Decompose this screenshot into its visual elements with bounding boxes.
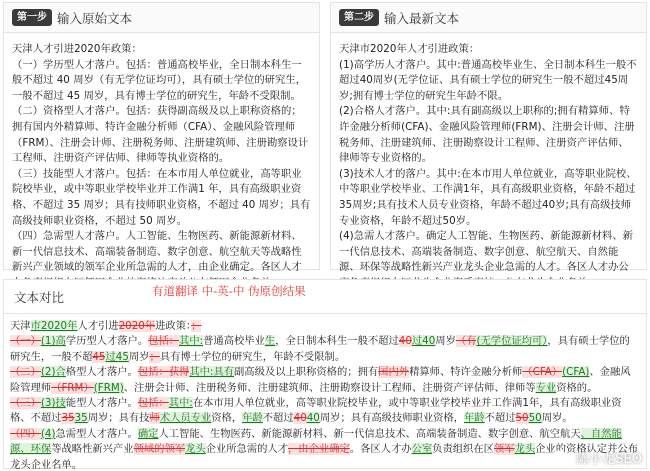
deleted-text: （一） (10, 335, 41, 348)
original-paragraph: （四）急需型人才落户。人工智能、生物医药、新能源新材料、新一代信息技术、高端装备制造、数字创意、航空航天等战略性新兴产业领域的领军企业所急需的人才，由企业确定。各区人才 (12, 230, 302, 274)
original-text-header (4, 3, 319, 33)
inserted-text: 其中:具有 (189, 366, 235, 379)
deleted-text: 2020年 (118, 320, 156, 332)
inserted-text: 专业 (535, 381, 557, 394)
inserted-text: 40 (306, 412, 320, 425)
deleted-text: 领域的领军 (133, 443, 186, 456)
unchanged-text: 人才引进 (77, 320, 119, 332)
inserted-text: 龙头 (185, 443, 206, 456)
watermark-text: 陈小龙SEO (576, 452, 642, 467)
inserted-text: 公室 (411, 443, 433, 456)
original-paragraph: 天津人才引进2020年政策： (12, 43, 142, 55)
unchanged-text: 周岁；具有高级技师职业资格， (319, 412, 465, 425)
inserted-text: 其中: (179, 335, 204, 348)
unchanged-text: 负责组织在区 (432, 443, 494, 456)
inserted-text: 龙头 (514, 443, 536, 456)
unchanged-text: 等战略性新兴产业 (51, 443, 134, 456)
new-text-panel[interactable] (330, 2, 647, 274)
unchanged-text: 周岁 (128, 350, 150, 363)
new-paragraph: (4)急需人才落户。确定人工智能、生物医药、新能源新材料、新一代信息技术、高端装备制造、数字创意、航空航天、自然能源、环保等战略性新兴产业龙头企业急需的人才。各区人才办公 (339, 230, 634, 274)
unchanged-text: 具有博士学位的研究生，年龄不受限制。 (159, 350, 346, 363)
original-text-title: 输入原始文本 (57, 10, 133, 26)
watermark (551, 448, 642, 467)
unchanged-text: 天津 (10, 320, 31, 332)
unchanged-text: 资格的。 (556, 381, 598, 394)
unchanged-text: 不超过 (262, 412, 294, 425)
inserted-text: 市2020年 (30, 320, 78, 332)
deleted-text: ； (191, 320, 202, 332)
inserted-text: 年龄 (464, 412, 485, 425)
deleted-text: 包括： (148, 335, 180, 348)
deleted-text: （二） (10, 366, 41, 379)
deleted-text: 45 (92, 350, 106, 363)
unchanged-text: 、金融风险管理师 (10, 366, 631, 394)
inserted-text: (2)合 (40, 366, 66, 379)
compare-line (10, 427, 640, 471)
new-paragraph: (2)合格人才落户。其中:具有副高级以上职称的;拥有精算师、特许金融分析师(CFA)、金融风险管理师(FRM)、注册会计师、注册税务师、注册建筑师、注册勘察设计工程师、注册资产评估师、律师等专业资格的。 (339, 105, 635, 165)
deleted-text: （有 (455, 335, 477, 348)
unchanged-text: 不超过 (484, 412, 516, 425)
inserted-text: 过45 (105, 350, 129, 363)
inserted-text: 年龄 (242, 412, 263, 425)
inserted-text: (CFA) (562, 366, 590, 379)
compare-line (10, 396, 640, 427)
unchanged-text: 精算师、特许金融分析师 (409, 366, 523, 379)
compare-note: 有道翻译 中-英-中 伪原创结果 (152, 284, 306, 298)
unchanged-text: 人工智能、生物医药、新能源新材料、新一代信息技术、高端装备制造、数字创意、航空航天 (158, 427, 581, 440)
inserted-text: 确定 (137, 427, 159, 440)
unchanged-text: 格型人才落户。 (65, 366, 138, 379)
unchanged-text: 能型人才落户。 (65, 397, 138, 410)
deleted-text: 35 (61, 412, 75, 425)
unchanged-text: 企业所急需的人才 (205, 443, 289, 456)
compare-line (10, 319, 640, 334)
unchanged-text: 急需型人才落户。 (55, 427, 138, 440)
inserted-text: (FRM) (93, 381, 124, 394)
deleted-text: 师 (149, 412, 160, 425)
deleted-text: 包括：获得 (137, 366, 190, 379)
unchanged-text: 资格， (211, 412, 243, 425)
deleted-text: 领军 (493, 443, 515, 456)
original-paragraph: （三）技能型人才落户。包括：在本市用人单位就业，高等职业院校毕业，或中等职业学校毕业并工作满1 年，具有高级职业资格、不超过 35 周岁；具有技师职业资格，不超过 40 周岁；具有高级技师职业资格，不超过 50 周岁。 (12, 167, 311, 227)
deleted-text: 40 (398, 335, 412, 348)
new-paragraph: (3)技术人才的落户。其中:在本市用人单位就业，高等职业院校、中等职业学校毕业、工作满1年，具有高级职业资格，年龄不超过35周岁;具有技术人员专业资格，年龄不超过40岁;具有高级技师专业资格，年龄不超过50岁。 (339, 167, 637, 227)
compare-result (10, 319, 640, 471)
inserted-text: 其中: (168, 397, 193, 410)
unchanged-text: 学历型人才落户。 (65, 335, 149, 348)
unchanged-text: 进政策： (155, 320, 192, 332)
inserted-text: 生 (264, 335, 276, 348)
unchanged-text: 周岁 (435, 335, 456, 348)
inserted-text: 35 (74, 412, 88, 425)
unchanged-text: ，具有硕士学位的研究生，一般不超 (10, 335, 630, 363)
unchanged-text: 周岁；具有技 (87, 412, 150, 425)
deleted-text: （FRM） (51, 381, 94, 394)
compare-line (10, 334, 640, 365)
original-text-panel[interactable] (3, 2, 320, 274)
unchanged-text: 企业的资格认定 (535, 443, 608, 456)
deleted-text: 国内外 (378, 366, 410, 379)
inserted-text: (无学位证均可） (476, 335, 548, 348)
unchanged-text: 。各区人才办 (349, 443, 412, 456)
new-text-title: 输入最新文本 (384, 10, 460, 26)
deleted-text: 40 (293, 412, 307, 425)
step-one-badge: 第一步 (12, 9, 52, 26)
inserted-text: (4) (40, 427, 56, 440)
original-paragraph: （一）学历型人才落户。包括：普通高校毕业，全日制本科生一般不超过 40 周岁（有无学位证均可），具有硕士学位的研究生，一般不超过 45 周岁，具有博士学位的研究生，年龄不受限制。 (12, 58, 307, 102)
deleted-text: （四） (10, 427, 41, 440)
unchanged-text: 、注册会计师、注册税务师、注册建筑师、注册勘察设计工程师、注册资产评估师、律师等 (123, 381, 536, 394)
inserted-text: 、自然能源、环保 (10, 427, 622, 456)
inserted-text: 过40 (411, 335, 436, 348)
inserted-text: (3)技 (40, 397, 66, 410)
deleted-text: ，由企业确定 (288, 443, 350, 456)
compare-line (10, 365, 640, 396)
original-paragraph: （二）资格型人才落户。包括：获得副高级及以上职称资格的；拥有国内外精算师、特许金融分析师（CFA）、金融风险管理师（FRM）、注册会计师、注册税务师、注册建筑师、注册勘察设计工程师、注册资产评估师、律师等执业资格的。 (12, 105, 309, 165)
deleted-text: 包括： (137, 397, 169, 410)
new-paragraph: 天津市2020年人才引进政策： (339, 43, 480, 55)
deleted-text: ； (149, 350, 160, 363)
unchanged-text: 普通高校毕业 (203, 335, 265, 348)
new-text-header (331, 3, 646, 33)
inserted-text: (1)高 (40, 335, 66, 348)
original-text-input[interactable] (4, 33, 319, 292)
new-paragraph: (1)高学历人才落户。其中:普通高校毕业生、全日制本科生一般不超过40周岁(无学位证、具有硕士学位的研究生一般不超过45周岁;拥有博士学位的研究生年龄不限。 (339, 58, 637, 102)
unchanged-text: 副高级及以上职称资格的；拥有 (234, 366, 379, 379)
unchanged-text: 周岁。 (541, 412, 573, 425)
wechat-icon (551, 450, 571, 466)
unchanged-text: 龙头企业名单。 (10, 458, 83, 471)
unchanged-text: 并公布 (607, 443, 639, 456)
text-compare-title: 文本对比 (14, 289, 65, 305)
inserted-text: 术人员专业 (159, 412, 212, 425)
new-text-input[interactable] (331, 33, 646, 292)
unchanged-text: ，全日制本科生一般不超过 (275, 335, 399, 348)
inserted-text: 50 (528, 412, 542, 425)
unchanged-text: 在本市用人单位就业，高等职业院校毕业，或中等职业学校毕业并工作满1年，具有高级职业资格、不超过 (10, 397, 622, 425)
deleted-text: （三） (10, 397, 41, 410)
deleted-text: 50 (515, 412, 529, 425)
text-compare-header (4, 280, 646, 314)
step-two-badge: 第二步 (339, 9, 379, 26)
deleted-text: （CFA） (522, 366, 563, 379)
